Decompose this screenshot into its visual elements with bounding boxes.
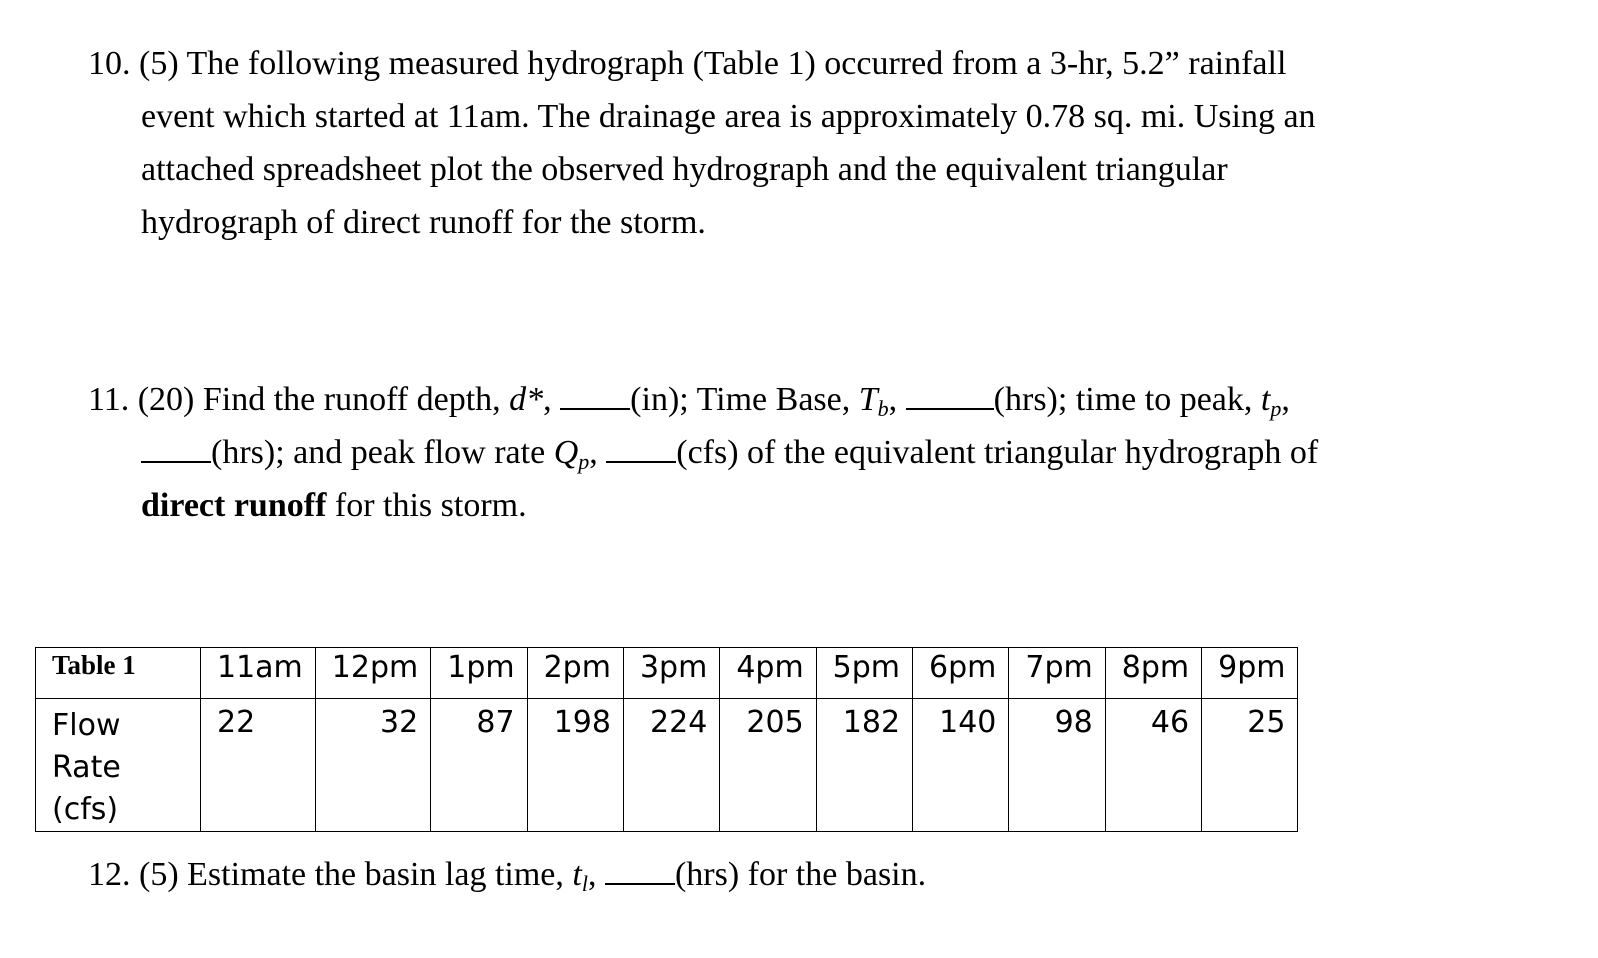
- flow-cell: 98: [1009, 699, 1105, 832]
- q11-line-1: [88, 373, 1408, 426]
- question-10: [88, 37, 1408, 249]
- flow-cell: 140: [913, 699, 1009, 832]
- q11-text-f: ,: [1281, 381, 1290, 418]
- flow-cell: 224: [623, 699, 719, 832]
- time-cell: 11am: [201, 648, 316, 699]
- lag-time-subscript: l: [581, 871, 588, 896]
- question-12: [88, 848, 1088, 901]
- flow-cell: 22: [201, 699, 316, 832]
- q10-line-4: hydrograph of direct runoff for the storm.: [141, 204, 706, 241]
- time-to-peak-symbol: t: [1260, 381, 1271, 418]
- q11-text-a: 11. (20) Find the runoff depth,: [88, 381, 510, 418]
- q11-line-2: [88, 426, 1408, 479]
- q10-line-1: 10. (5) The following measured hydrograph (Table 1) occurred from a 3-hr, 5.2” rainfall: [88, 45, 1287, 82]
- time-cell: 3pm: [623, 648, 719, 699]
- runoff-depth-blank: [560, 382, 630, 410]
- time-cell: 9pm: [1202, 648, 1298, 699]
- flow-cell: 25: [1202, 699, 1298, 832]
- q12-line-1: [88, 848, 1088, 901]
- flow-label-line-2: Rate (cfs): [52, 750, 121, 827]
- time-cell: 2pm: [527, 648, 623, 699]
- time-cell: 1pm: [431, 648, 527, 699]
- runoff-depth-symbol: d*: [509, 381, 544, 418]
- peak-flow-blank: [606, 435, 676, 463]
- q11-text-i: (cfs) of the equivalent triangular hydrograph of: [676, 434, 1319, 471]
- q11-text-e: (hrs); time to peak,: [993, 381, 1261, 418]
- flow-cell: 205: [720, 699, 816, 832]
- q11-text-j: for this storm.: [326, 487, 527, 524]
- time-cell: 4pm: [720, 648, 816, 699]
- table-header-row: [36, 648, 1298, 699]
- time-to-peak-blank: [141, 435, 211, 463]
- q11-text-h: ,: [589, 434, 607, 471]
- q12-text-b: ,: [587, 856, 605, 893]
- flow-cell: 182: [816, 699, 912, 832]
- q12-text-a: 12. (5) Estimate the basin lag time,: [88, 856, 573, 893]
- q10-line-2: event which started at 11am. The drainage area is approximately 0.78 sq. mi. Using an: [141, 98, 1316, 135]
- q11-text-d: ,: [888, 381, 906, 418]
- table-data-row: [36, 699, 1298, 832]
- flow-cell: 198: [527, 699, 623, 832]
- q11-text-b: ,: [543, 381, 561, 418]
- q12-text-c: (hrs) for the basin.: [674, 856, 927, 893]
- q11-bold-text: direct runoff: [141, 487, 327, 524]
- time-cell: 12pm: [315, 648, 430, 699]
- q10-line-3: attached spreadsheet plot the observed hydrograph and the equivalent triangular: [141, 151, 1228, 188]
- flow-cell: 87: [431, 699, 527, 832]
- time-cell: 7pm: [1009, 648, 1105, 699]
- flow-cell: 46: [1105, 699, 1201, 832]
- time-cell: 8pm: [1105, 648, 1201, 699]
- time-base-symbol: T: [858, 381, 878, 418]
- lag-time-blank: [605, 857, 675, 885]
- time-cell: 5pm: [816, 648, 912, 699]
- flow-table: [35, 647, 1298, 832]
- time-base-subscript: b: [877, 396, 889, 421]
- time-cell: 6pm: [913, 648, 1009, 699]
- lag-time-symbol: t: [572, 856, 582, 893]
- q11-line-3: [88, 479, 1408, 532]
- flow-rate-label: [36, 699, 201, 832]
- flow-cell: 32: [315, 699, 430, 832]
- peak-flow-symbol: Q: [553, 434, 579, 471]
- time-to-peak-subscript: p: [1270, 396, 1282, 421]
- table-title: Table 1: [36, 648, 201, 699]
- time-base-blank: [906, 382, 994, 410]
- q11-text-g: (hrs); and peak flow rate: [211, 434, 554, 471]
- q11-text-c: (in); Time Base,: [630, 381, 859, 418]
- flow-label-line-1: Flow: [52, 708, 121, 743]
- question-11: [88, 373, 1408, 532]
- peak-flow-subscript: p: [578, 449, 590, 474]
